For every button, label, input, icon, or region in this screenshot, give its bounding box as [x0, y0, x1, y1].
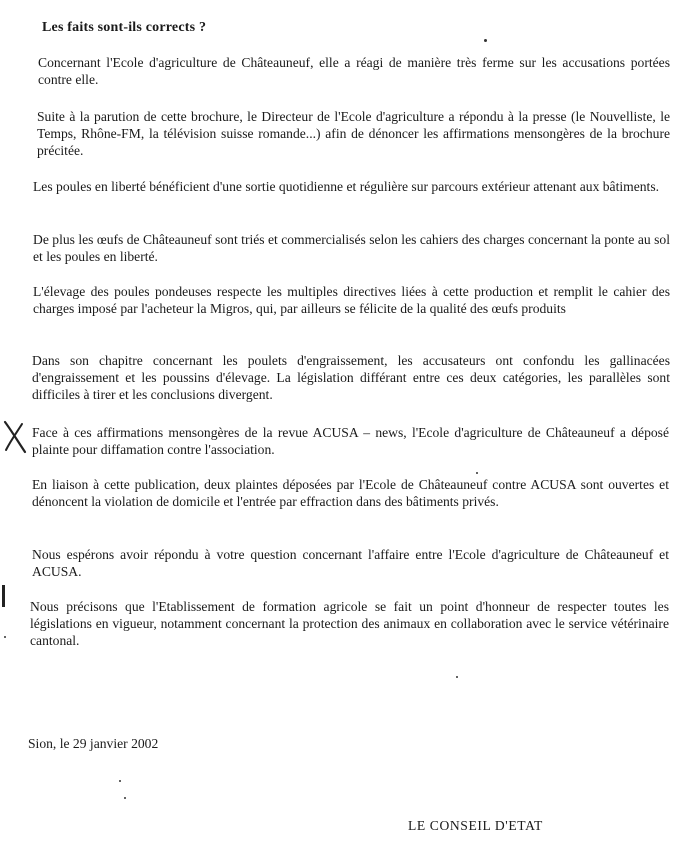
scan-speck [476, 472, 478, 474]
paragraph-defamation: Face à ces affirmations mensongères de la revue ACUSA – news, l'Ecole d'agriculture de Châteauneuf a déposé plainte pour diffamation contre l'association. [32, 425, 669, 457]
paragraph-laying-hens: L'élevage des poules pondeuses respecte les multiples directives liées à cette production et remplit le cahier des charges imposé par l'acheteur la Migros, qui, par ailleurs se félicite de la qualité des œufs produits [33, 284, 670, 316]
paragraph-free-range: Les poules en liberté bénéficient d'une sortie quotidienne et régulière sur parcours extérieur attenant aux bâtiments. [33, 179, 660, 194]
paragraph-complaints: En liaison à cette publication, deux plaintes déposées par l'Ecole de Châteauneuf contre ACUSA sont ouvertes et dénoncent la violation de domicile et l'entrée par effraction dans des bâtiments privés. [32, 477, 669, 509]
scan-speck [124, 797, 126, 799]
paragraph-answer: Nous espérons avoir répondu à votre question concernant l'affaire entre l'Ecole d'agriculture de Châteauneuf et ACUSA. [32, 547, 669, 579]
paragraph-eggs: De plus les œufs de Châteauneuf sont triés et commercialisés selon les cahiers des charges concernant la ponte au sol et les poules en liberté. [33, 232, 670, 264]
scan-speck [119, 780, 121, 782]
margin-mark [2, 585, 5, 607]
paragraph-response: Concernant l'Ecole d'agriculture de Châteauneuf, elle a réagi de manière très ferme sur les accusations portées contre elle. [38, 55, 670, 87]
handwritten-x-icon [2, 418, 28, 454]
paragraph-broilers: Dans son chapitre concernant les poulets d'engraissement, les accusateurs ont confondu les gallinacées d'engraissement et les poussins d'élevage. La législation différant entre ces deux catégories, les parallèles sont difficiles à tirer et les conclusions divergent. [32, 353, 670, 402]
document-heading: Les faits sont-ils corrects ? [42, 20, 207, 35]
scan-speck [4, 636, 6, 638]
dateline: Sion, le 29 janvier 2002 [28, 736, 159, 751]
paragraph-press: Suite à la parution de cette brochure, le Directeur de l'Ecole d'agriculture a répondu à la presse (le Nouvelliste, le Temps, Rhône-FM, la télévision suisse romande...) afin de dénoncer les affirmations mensongères de la brochure précitée. [37, 109, 670, 158]
signature: LE CONSEIL D'ETAT [408, 818, 543, 833]
scan-speck [456, 676, 458, 678]
scan-speck [484, 39, 487, 42]
paragraph-legislation: Nous précisons que l'Etablissement de formation agricole se fait un point d'honneur de respecter toutes les législations en vigueur, notamment concernant la protection des animaux en collaboration avec le service vétérinaire cantonal. [30, 599, 669, 648]
